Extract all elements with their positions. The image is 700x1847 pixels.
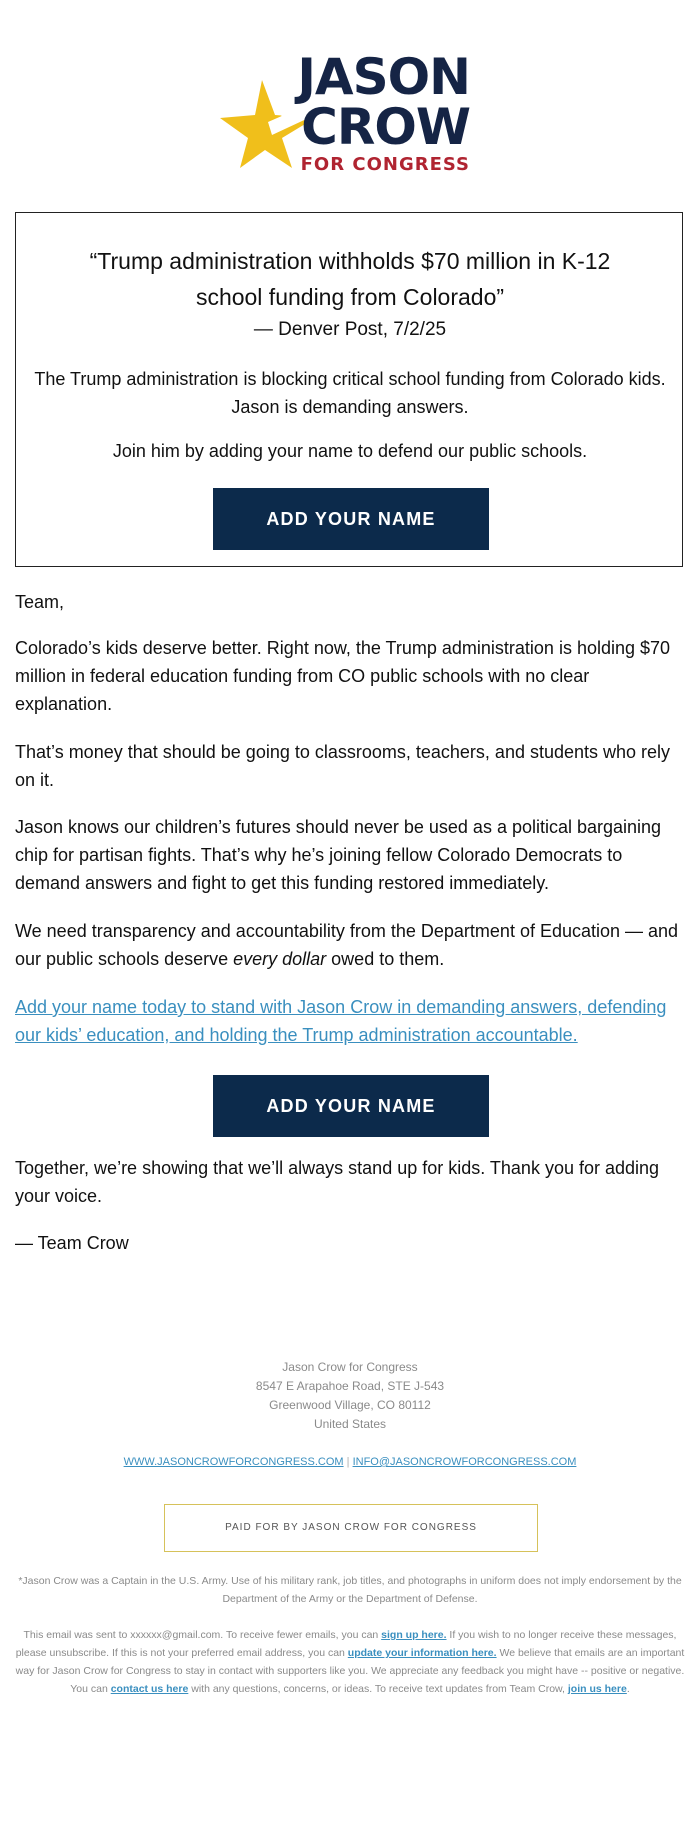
logo-line-jason: JASON <box>297 48 470 106</box>
notice-text-4: with any questions, concerns, or ideas. To receive text updates from Team Crow, <box>188 1683 568 1695</box>
footer-links <box>0 1456 700 1468</box>
letter-paragraph-2: That’s money that should be going to classrooms, teachers, and students who rely on it. <box>15 742 671 790</box>
p4-text-after: owed to them. <box>326 949 445 969</box>
notice-text-2: If you wish to no longer receive these messages, please unsubscribe. If this is not your preferred email address, you can <box>15 1629 677 1659</box>
logo-wordmark <box>290 48 470 175</box>
letter-paragraph-1: Colorado’s kids deserve better. Right now, the Trump administration is holding $70 million in federal education funding from CO public schools with no clear explanation. <box>15 638 671 714</box>
email-link[interactable]: INFO@JASONCROWFORCONGRESS.COM <box>352 1456 577 1468</box>
petition-link-paragraph <box>15 993 685 1049</box>
footer-city: Greenwood Village, CO 80112 <box>269 1398 431 1412</box>
sign-up-link[interactable]: sign up here. <box>381 1629 447 1641</box>
quote-attribution: — Denver Post, 7/2/25 <box>253 319 447 340</box>
greeting: Team, <box>15 592 65 612</box>
military-disclaimer: *Jason Crow was a Captain in the U.S. Army. Use of his military rank, job titles, and photographs in uniform does not imply endorsement by the Department of the Army or the Department of Defense. <box>18 1575 682 1605</box>
join-us-link[interactable]: join us here <box>567 1683 627 1695</box>
callout-box <box>15 212 683 567</box>
p4-text-before: We need transparency and accountability from the Department of Education — and our public schools deserve <box>15 921 679 969</box>
website-link[interactable]: WWW.JASONCROWFORCONGRESS.COM <box>123 1456 344 1468</box>
letter-paragraph-3: Jason knows our children’s futures should never be used as a political bargaining chip for partisan fights. That’s why he’s joining fellow Colorado Democrats to demand answers and fight to get this funding restored immediately. <box>15 817 662 893</box>
add-your-name-button-2[interactable]: ADD YOUR NAME <box>213 1075 489 1137</box>
letter-paragraph-4 <box>15 917 685 973</box>
notice-text-5: . <box>626 1683 630 1695</box>
notice-text-1: This email was sent to xxxxxx@gmail.com. To receive fewer emails, you can <box>23 1629 382 1641</box>
logo <box>0 0 700 200</box>
footer-separator: | <box>346 1456 350 1468</box>
add-your-name-button[interactable]: ADD YOUR NAME <box>213 488 489 550</box>
logo-line-for-congress: FOR CONGRESS <box>300 154 470 175</box>
notice-text-3: We believe that emails are an important way for Jason Crow for Congress to stay in contact with supporters like you. We appreciate any feedback you might have -- positive or negative. You can <box>15 1647 685 1695</box>
callout-call-to-action: Join him by adding your name to defend our public schools. <box>112 441 588 461</box>
signoff: — Team Crow <box>15 1233 129 1253</box>
footer-email-notice <box>15 1626 685 1698</box>
footer-street: 8547 E Arapahoe Road, STE J-543 <box>255 1379 445 1393</box>
callout-paragraph: The Trump administration is blocking critical school funding from Colorado kids. Jason is demanding answers. <box>34 369 666 417</box>
update-info-link[interactable]: update your information here. <box>347 1647 497 1659</box>
contact-us-link[interactable]: contact us here <box>110 1683 189 1695</box>
footer-country: United States <box>313 1417 387 1431</box>
footer-org: Jason Crow for Congress <box>282 1360 418 1374</box>
petition-link[interactable]: Add your name today to stand with Jason Crow in demanding answers, defending our kids’ education, and holding the Trump administration accountable. <box>15 997 667 1045</box>
paid-for-disclaimer: PAID FOR BY JASON CROW FOR CONGRESS <box>164 1504 538 1552</box>
letter-paragraph-5: Together, we’re showing that we’ll always stand up for kids. Thank you for adding your voice. <box>15 1158 660 1206</box>
p4-emphasis: every dollar <box>233 949 327 969</box>
logo-line-crow: CROW <box>301 98 470 156</box>
headline-quote: “Trump administration withholds $70 million in K-12 school funding from Colorado” <box>89 248 611 310</box>
